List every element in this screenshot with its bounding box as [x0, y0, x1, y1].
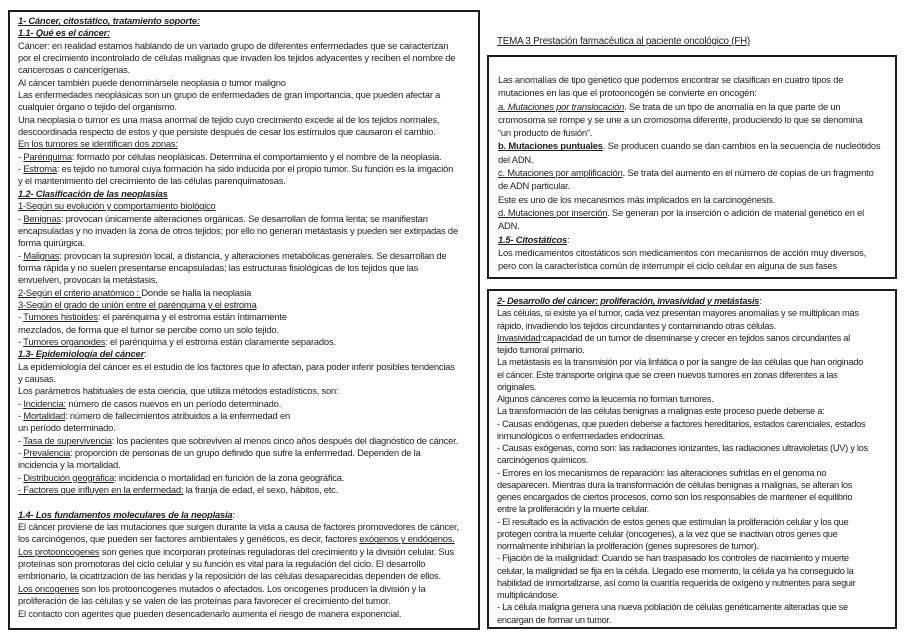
text-line: - Estroma: es tejido no tumoral cuya formación ha sido inducida por el propio tumor. Su función es la irrigación	[18, 163, 454, 175]
text-line: b. Mutaciones puntuales. Se producen cuando se dan cambios en la secuencia de nucleótidos	[498, 140, 881, 152]
text-line: forma quirúrgica.	[18, 237, 85, 249]
text-line: descoordinada respecto de estos y que persiste después de cesar los estímulos que causaron el cambio.	[18, 126, 436, 138]
text-line: 1- Cáncer, citostático, tratamiento soporte:	[18, 15, 200, 26]
text-line: Una neoplasia o tumor es una masa anormal de tejido cuyo crecimiento excede al de los tejidos normales,	[18, 113, 440, 125]
text-line: el cáncer. Este transporte origina que se creen nuevos tumores en zonas diferentes a las	[497, 369, 838, 380]
text-line: - La célula maligna genera una nueva población de células genéticamente alteradas que se	[497, 602, 848, 613]
text-line: - Factores que influyen en la enfermedad: la franja de edad, el sexo, hábitos, etc.	[18, 484, 339, 496]
text-line: un período determinado.	[18, 422, 116, 434]
text-line: protegen contra la muerte celular (oncogenes), a la vez que se inactivan otros genes que	[497, 528, 838, 539]
text-line: - Mortalidad: número de fallecimientos atribuidos a la enfermedad en	[18, 410, 290, 421]
text-line: Algunos cánceres como la leucemia no forman tumores.	[497, 394, 714, 404]
text-line: y el mantenimiento del crecimiento de las células parenquimatosas.	[18, 175, 286, 187]
text-line: Este es uno de los mecanismos más implicados en la carcinogénesis.	[498, 193, 776, 205]
genetic-mutations-panel	[487, 55, 897, 279]
text-line: cancerosas o cancerígenas.	[18, 64, 131, 76]
text-line: inmunológicos o enfermedades endocrinas.	[497, 430, 665, 441]
text-line: Los medicamentos citostáticos son medicamentos con mecanismos de acción muy diversos,	[498, 246, 867, 258]
text-line: ADN.	[498, 220, 520, 232]
text-line: incidencia y la mortalidad.	[18, 459, 121, 471]
text-line: c. Mutaciones por amplificación. Se trata del aumento en el número de copias de un fragmento	[498, 167, 874, 179]
text-line: cualquier órgano o tejido del organismo.	[18, 101, 177, 113]
text-line: cromosoma se rompe y se une a un cromosoma diferente, produciendo lo que se denomina	[498, 113, 863, 125]
text-line: carcinógenos químicos.	[497, 455, 589, 466]
text-line: d. Mutaciones por inserción. Se generan por la inserción o adición de material genético en el	[498, 206, 865, 218]
text-line: 1.5- Citostáticos:	[498, 233, 570, 245]
text-line: a. Mutaciones por translocación. Se trata de un tipo de anomalía en la que parte de un	[498, 100, 841, 112]
text-line: 2-Según el criterio anatómico : Donde se halla la neoplasia	[18, 286, 252, 298]
text-line: encapsuladas y no invaden la zona de otros tejidos; por ello no generan metástasis y pueden ser extirpadas de	[18, 224, 458, 236]
text-line: desaparecen. Mientras dura la transformación de células benignas a malignas, se alteran los	[497, 479, 853, 490]
text-line: - Tumores histioides: el parénquima y el estroma están íntimamente	[18, 311, 287, 323]
text-line: - Causas endógenas, que pueden deberse a factores hereditarios, estados carenciales, estados	[497, 418, 866, 429]
text-line: El cáncer proviene de las mutaciones que surgen durante la vida a causa de factores promovedores de cáncer,	[18, 521, 459, 533]
text-line: mutaciones en las que el protooncogén se convierte en oncogén:	[498, 87, 757, 99]
text-line: proteínas son promotoras del ciclo celular y su función es vital para la regulación del ciclo. El desarrollo	[18, 558, 426, 570]
text-line: El contacto con agentes que pueden desencadenarlo aumenta el riesgo de manera exponencial.	[18, 607, 402, 619]
text-line: Invasividad:capacidad de un tumor de diseminarse y crecer en tejidos sanos circundantes al	[497, 332, 850, 343]
text-line: Las enfermedades neoplásicas son un grupo de enfermedades de gran importancia, que pueden afectar a	[18, 89, 441, 101]
text-line: - El resultado es la activación de estos genes que estimulan la proliferación celular y los que	[497, 516, 849, 527]
text-line: - Causas exógenas, como son: las radiaciones ionizantes, las radiaciones ultravioletas (UV) y los	[497, 443, 868, 453]
text-line: Las anomalías de tipo genético que podemos encontrar se clasifican en cuatro tipos de	[498, 74, 844, 85]
text-line	[18, 496, 474, 508]
text-line: Los oncogenes son los protooncogenes mutados o afectados. Los oncogenes producen la división y la	[18, 582, 426, 594]
tema-3-title: TEMA 3 Prestación farmacéutica al paciente oncológico (FH)	[497, 36, 751, 47]
text-line: Las células, si existe ya el tumor, cada vez presentan mayores anomalías y se multiplican más	[497, 308, 859, 319]
text-line: - Malignas: provocan la supresión local, a distancia, y alteraciones metabólicas generales. Se desarrollan de	[18, 249, 447, 261]
text-line: 1.4- Los fundamentos moleculares de la neoplasia:	[18, 508, 235, 520]
text-line: celular, la malignidad se fija en la célula. Llegado ese momento, la célula ya ha conseguido la	[497, 565, 854, 576]
text-line: - Incidencia: número de casos nuevos en un período determinado.	[18, 397, 282, 409]
text-line: habilidad de inmortalizarse, así como la cuantía requerida de oxígeno y nutrientes para seguir	[497, 577, 856, 588]
text-line: - Errores en los mecanismos de reparación: las alteraciones sufridas en el genoma no	[497, 467, 827, 478]
text-line: La metástasis es la transmisión por vía linfática o por la sangre de las células que han originado	[497, 357, 863, 368]
text-line: - Distribución geográfica: incidencia o mortalidad en función de la zona geográfica.	[18, 471, 345, 483]
text-line: del ADN.	[498, 153, 534, 165]
text-line: 1-Según su evolución y comportamiento biológico	[18, 200, 216, 212]
text-line: originales.	[497, 381, 537, 392]
text-line: 2- Desarrollo del cáncer: proliferación, invasividad y metástasis:	[497, 296, 762, 306]
text-line: La epidemiología del cáncer es el estudio de los factores que lo afectan, para poder inferir posibles tendencias	[18, 360, 455, 372]
text-line: - Benignas: provocan únicamente alteraciones orgánicas. Se desarrollan de forma lenta; se manifiestan	[18, 212, 428, 224]
text-line: proliferación de las células y se valen de las proteínas para favorecer el crecimiento del tumor.	[18, 595, 391, 607]
text-line: Al cáncer también puede denominársele neoplasia o tumor maligno	[18, 76, 286, 88]
text-line: rápido, invadiendo los tejidos circundantes y contaminando otras células.	[497, 320, 776, 331]
text-line: tejido tumoral primario.	[497, 345, 585, 355]
text-line: 1.3- Epidemiología del cáncer:	[18, 348, 147, 360]
text-line: de ADN particular.	[498, 180, 570, 192]
text-line: - Prevalencia: proporción de personas de un grupo definido que sufre la enfermedad. Dependen de la	[18, 447, 421, 459]
section-1-cancer-notes-panel	[8, 10, 480, 630]
text-line: embrionario, la cicatrización de las heridas y la reposición de las células desaparecidas dependen de ellos.	[18, 570, 441, 582]
text-line: genes encargados de ciertos procesos, como son los responsables de mantener el equilibrio	[497, 492, 853, 502]
section-2-cancer-development-panel	[487, 289, 897, 629]
text-line: los carcinógenos, que pueden ser factores ambientales y genéticos, es decir, factores exógenos y endógenos.	[18, 533, 455, 545]
text-line: 3-Según el grado de unión entre el parénquima y el estroma	[18, 298, 257, 310]
text-line: multiplicándose.	[497, 590, 559, 600]
text-line: - Fijación de la malignidad: Cuando se han traspasado los controles de nacimiento y muerte	[497, 553, 849, 564]
text-line: normalmente inhibirían la proliferación (genes supresores de tumor).	[497, 541, 759, 551]
text-line: 1.1- Qué es el cáncer:	[18, 27, 111, 39]
text-line: Cáncer: en realidad estamos hablando de un variado grupo de diferentes enfermedades que se caracterizan	[18, 39, 449, 51]
text-line: “un producto de fusión”.	[498, 127, 593, 139]
text-line: En los tumores se identifican dos zonas:	[18, 138, 178, 150]
text-line: entre la proliferación y la muerte celular.	[497, 504, 649, 515]
text-line: Los protooncogenes son genes que incorporan proteínas reguladoras del crecimiento y la división celular. Sus	[18, 545, 454, 557]
text-line: - Tumores organoides: el parénquima y el estroma están claramente separados.	[18, 335, 336, 347]
text-line: mezclados, de forma que el tumor se percibe como un solo tejido.	[18, 323, 279, 335]
text-line: 1.2- Clasificación de las neoplasias	[18, 187, 168, 199]
text-line: pero con la característica común de interrumpir el ciclo celular en alguna de sus fases	[498, 260, 838, 272]
text-line: encargan de formar un tumor.	[497, 614, 612, 625]
text-line: y causas.	[18, 372, 56, 384]
text-line: - Parénquima: formado por células neoplásicas. Determina el comportamiento y el nombre de la neoplasia.	[18, 150, 442, 162]
text-line: envuelven, provocan la metástasis.	[18, 274, 158, 286]
text-line: La transformación de las células benignas a malignas este proceso puede deberse a:	[497, 406, 825, 417]
text-line: por el crecimiento incontrolado de células malignas que invaden los tejidos adyacentes y reciben el nombre de	[18, 52, 456, 64]
text-line: forma rápida y no suelen presentarse encapsuladas; las estructuras fisiológicas de los tejidos que las	[18, 261, 419, 273]
text-line: - Tasa de supervivencia: los pacientes que sobreviven al menos cinco años después del diagnóstico de cáncer.	[18, 434, 458, 446]
text-line: Los parámetros habituales de esta ciencia, que utiliza métodos estadísticos, son:	[18, 385, 339, 397]
